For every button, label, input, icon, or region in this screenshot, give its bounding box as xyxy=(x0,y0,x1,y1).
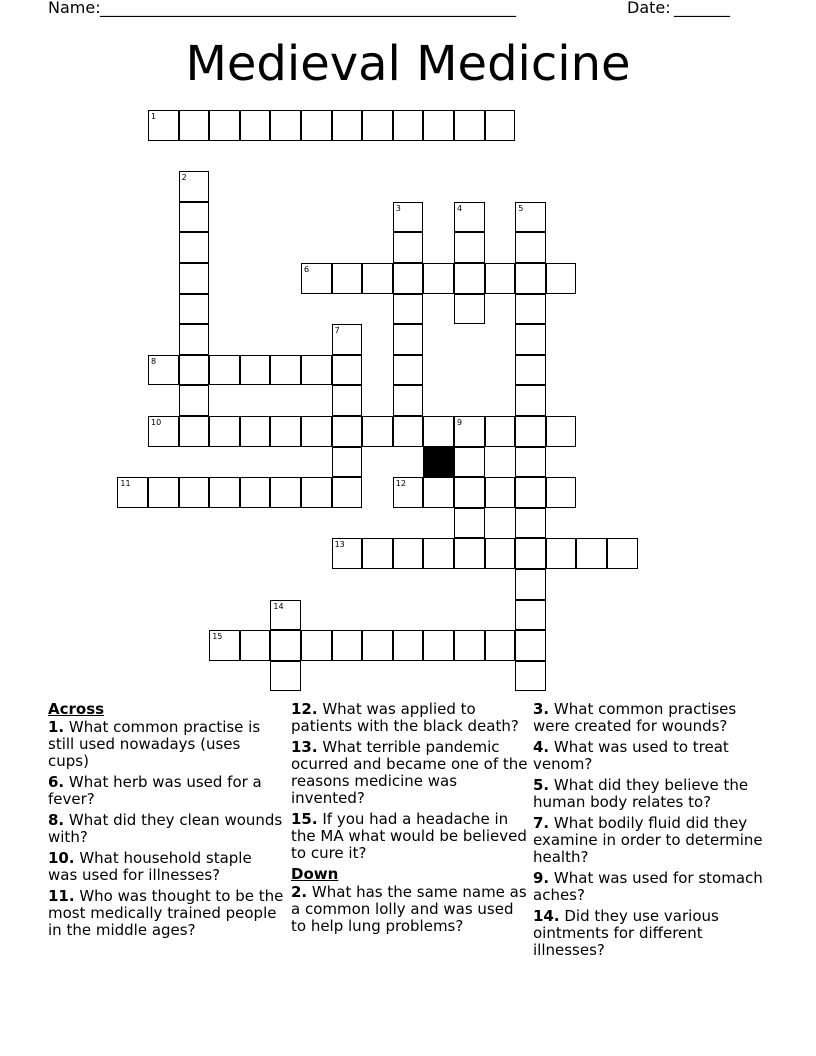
crossword-cell[interactable] xyxy=(454,416,485,447)
clue-number: 12. xyxy=(291,700,318,718)
clue-number: 14. xyxy=(533,907,560,925)
crossword-cell[interactable] xyxy=(515,385,546,416)
crossword-cell[interactable] xyxy=(148,355,179,386)
clue-column-2 xyxy=(291,701,531,939)
crossword-cell[interactable] xyxy=(393,355,424,386)
crossword-cell[interactable] xyxy=(301,477,332,508)
crossword-cell[interactable] xyxy=(209,110,240,141)
crossword-cell[interactable] xyxy=(393,294,424,325)
crossword-cell[interactable] xyxy=(240,355,271,386)
crossword-cell[interactable] xyxy=(576,538,607,569)
crossword-cell[interactable] xyxy=(454,538,485,569)
crossword-cell[interactable] xyxy=(515,600,546,631)
crossword-cell[interactable] xyxy=(332,538,363,569)
crossword-cell[interactable] xyxy=(423,110,454,141)
clue-text: What common practise is still used nowadays (uses cups) xyxy=(48,718,261,770)
crossword-cell[interactable] xyxy=(393,630,424,661)
crossword-cell[interactable] xyxy=(240,110,271,141)
crossword-cell[interactable] xyxy=(515,447,546,478)
cell-number: 14 xyxy=(273,601,284,611)
crossword-cell[interactable] xyxy=(179,110,210,141)
crossword-cell[interactable] xyxy=(454,508,485,539)
crossword-cell[interactable] xyxy=(332,447,363,478)
clue-text: What did they clean wounds with? xyxy=(48,811,283,846)
across-heading: Across xyxy=(48,700,105,718)
cell-number: 8 xyxy=(151,356,157,366)
cell-number: 15 xyxy=(212,632,223,642)
clue-down-5 xyxy=(533,777,773,811)
crossword-cell[interactable] xyxy=(515,263,546,294)
crossword-cell[interactable] xyxy=(209,416,240,447)
crossword-cell[interactable] xyxy=(179,263,210,294)
clue-number: 8. xyxy=(48,811,65,829)
crossword-cell[interactable] xyxy=(270,355,301,386)
clue-column-1 xyxy=(48,701,284,943)
name-line: ____________________________________________________ xyxy=(100,0,516,17)
crossword-cell[interactable] xyxy=(179,477,210,508)
clue-number: 9. xyxy=(533,869,550,887)
crossword-cell[interactable] xyxy=(515,569,546,600)
crossword-cell[interactable] xyxy=(607,538,638,569)
crossword-cell[interactable] xyxy=(332,477,363,508)
crossword-cell[interactable] xyxy=(179,171,210,202)
crossword-cell[interactable] xyxy=(485,263,516,294)
crossword-cell[interactable] xyxy=(332,355,363,386)
cell-number: 5 xyxy=(518,203,524,213)
clue-text: What was applied to patients with the black death? xyxy=(291,700,519,735)
crossword-cell[interactable] xyxy=(332,385,363,416)
crossword-cell[interactable] xyxy=(423,477,454,508)
cell-number: 10 xyxy=(151,418,162,427)
clue-text: What herb was used for a fever? xyxy=(48,773,262,808)
cell-number: 12 xyxy=(395,479,406,489)
crossword-cell[interactable] xyxy=(179,232,210,263)
clue-text: What was used for stomach aches? xyxy=(533,869,763,904)
crossword-cell[interactable] xyxy=(362,630,393,661)
crossword-cell[interactable] xyxy=(270,661,301,692)
date-label: Date: xyxy=(627,0,671,17)
clue-across-8 xyxy=(48,812,284,846)
clue-number: 7. xyxy=(533,814,550,832)
crossword-cell[interactable] xyxy=(454,630,485,661)
clue-down-2 xyxy=(291,884,531,935)
crossword-cell[interactable] xyxy=(454,477,485,508)
crossword-cell[interactable] xyxy=(393,202,424,233)
crossword-cell[interactable] xyxy=(209,630,240,661)
crossword-cell[interactable] xyxy=(240,416,271,447)
clue-across-10 xyxy=(48,850,284,884)
crossword-cell[interactable] xyxy=(546,263,577,294)
clue-number: 11. xyxy=(48,887,75,905)
clue-across-6 xyxy=(48,774,284,808)
clue-text: What has the same name as a common lolly and was used to help lung problems? xyxy=(291,883,527,935)
crossword-cell[interactable] xyxy=(515,508,546,539)
crossword-cell[interactable] xyxy=(393,477,424,508)
clue-number: 5. xyxy=(533,776,550,794)
date-line: _______ xyxy=(674,0,730,17)
name-label: Name: xyxy=(48,0,101,17)
clue-down-4 xyxy=(533,739,773,773)
clue-text: Did they use various ointments for different illnesses? xyxy=(533,907,719,959)
cell-number: 13 xyxy=(334,540,345,550)
clue-down-3 xyxy=(533,701,773,735)
crossword-cell[interactable] xyxy=(179,355,210,386)
clue-down-7 xyxy=(533,815,773,866)
crossword-cell[interactable] xyxy=(393,385,424,416)
crossword-cell[interactable] xyxy=(393,110,424,141)
clue-text: What did they believe the human body relates to? xyxy=(533,776,749,811)
crossword-cell[interactable] xyxy=(454,294,485,325)
clue-number: 10. xyxy=(48,849,75,867)
clue-text: What was used to treat venom? xyxy=(533,738,729,773)
crossword-cell[interactable] xyxy=(454,232,485,263)
crossword-cell[interactable] xyxy=(515,232,546,263)
crossword-cell[interactable] xyxy=(515,202,546,233)
clue-column-3 xyxy=(533,701,773,963)
crossword-cell[interactable] xyxy=(546,416,577,447)
crossword-cell[interactable] xyxy=(393,324,424,355)
clue-number: 6. xyxy=(48,773,65,791)
clue-across-13 xyxy=(291,739,531,807)
crossword-cell[interactable] xyxy=(270,416,301,447)
clue-across-11 xyxy=(48,888,284,939)
crossword-cell[interactable] xyxy=(485,538,516,569)
cell-number: 1 xyxy=(151,112,157,121)
clue-text: What common practises were created for wounds? xyxy=(533,700,737,735)
crossword-cell[interactable] xyxy=(515,630,546,661)
crossword-cell[interactable] xyxy=(485,477,516,508)
crossword-cell[interactable] xyxy=(485,416,516,447)
page-title: Medieval Medicine xyxy=(185,36,631,92)
crossword-cell[interactable] xyxy=(546,538,577,569)
crossword-cell[interactable] xyxy=(393,416,424,447)
clue-text: What household staple was used for illnesses? xyxy=(48,849,252,884)
crossword-cell[interactable] xyxy=(332,263,363,294)
crossword-cell[interactable] xyxy=(454,110,485,141)
crossword-cell[interactable] xyxy=(179,416,210,447)
crossword-cell[interactable] xyxy=(515,661,546,692)
crossword-cell[interactable] xyxy=(332,324,363,355)
crossword-cell[interactable] xyxy=(148,477,179,508)
crossword-cell[interactable] xyxy=(240,630,271,661)
crossword-cell[interactable] xyxy=(515,294,546,325)
crossword-cell[interactable] xyxy=(515,538,546,569)
crossword-cell[interactable] xyxy=(301,355,332,386)
crossword-cell[interactable] xyxy=(362,416,393,447)
crossword-cell[interactable] xyxy=(209,355,240,386)
clue-number: 13. xyxy=(291,738,318,756)
cell-number: 7 xyxy=(334,326,340,336)
clue-across-1 xyxy=(48,719,284,770)
clue-number: 3. xyxy=(533,700,550,718)
crossword-cell[interactable] xyxy=(362,263,393,294)
cell-number: 4 xyxy=(457,203,463,213)
crossword-cell[interactable] xyxy=(515,416,546,447)
clue-text: What bodily fluid did they examine in order to determine health? xyxy=(533,814,763,866)
crossword-cell[interactable] xyxy=(485,110,516,141)
crossword-cell[interactable] xyxy=(240,477,271,508)
crossword-cell[interactable] xyxy=(270,600,301,631)
clue-number: 1. xyxy=(48,718,65,736)
crossword-cell[interactable] xyxy=(148,416,179,447)
cell-number: 9 xyxy=(457,418,463,427)
crossword-cell[interactable] xyxy=(393,538,424,569)
clue-down-9 xyxy=(533,870,773,904)
crossword-cell[interactable] xyxy=(270,110,301,141)
crossword-cell[interactable] xyxy=(270,477,301,508)
clue-number: 15. xyxy=(291,810,318,828)
crossword-cell[interactable] xyxy=(332,110,363,141)
crossword-cell[interactable] xyxy=(301,110,332,141)
crossword-cell[interactable] xyxy=(179,385,210,416)
crossword-cell[interactable] xyxy=(423,630,454,661)
crossword-cell[interactable] xyxy=(485,630,516,661)
clue-number: 2. xyxy=(291,883,308,901)
clue-text: If you had a headache in the MA what would be believed to cure it? xyxy=(291,810,527,862)
crossword-cell[interactable] xyxy=(454,263,485,294)
crossword-cell[interactable] xyxy=(393,263,424,294)
crossword-cell[interactable] xyxy=(301,630,332,661)
cell-number: 3 xyxy=(395,203,401,213)
crossword-cell[interactable] xyxy=(515,477,546,508)
crossword-cell[interactable] xyxy=(515,355,546,386)
crossword-cell[interactable] xyxy=(454,202,485,233)
crossword-cell[interactable] xyxy=(209,477,240,508)
cell-number: 6 xyxy=(304,265,310,274)
crossword-cell[interactable] xyxy=(515,324,546,355)
clue-text: Who was thought to be the most medically trained people in the middle ages? xyxy=(48,887,284,939)
black-square xyxy=(423,447,454,478)
crossword-cell[interactable] xyxy=(179,324,210,355)
cell-number: 11 xyxy=(120,479,131,489)
crossword-cell[interactable] xyxy=(393,232,424,263)
crossword-cell[interactable] xyxy=(117,477,148,508)
clue-across-12 xyxy=(291,701,531,735)
crossword-cell[interactable] xyxy=(270,630,301,661)
crossword-cell[interactable] xyxy=(179,294,210,325)
crossword-cell[interactable] xyxy=(332,416,363,447)
crossword-cell[interactable] xyxy=(301,416,332,447)
crossword-cell[interactable] xyxy=(423,416,454,447)
clue-number: 4. xyxy=(533,738,550,756)
crossword-cell[interactable] xyxy=(362,110,393,141)
crossword-cell[interactable] xyxy=(423,263,454,294)
crossword-cell[interactable] xyxy=(362,538,393,569)
clue-across-15 xyxy=(291,811,531,862)
down-heading: Down xyxy=(291,865,339,883)
cell-number: 2 xyxy=(181,173,187,183)
crossword-cell[interactable] xyxy=(423,538,454,569)
crossword-cell[interactable] xyxy=(454,447,485,478)
crossword-cell[interactable] xyxy=(332,630,363,661)
crossword-cell[interactable] xyxy=(301,263,332,294)
crossword-cell[interactable] xyxy=(546,477,577,508)
clue-text: What terrible pandemic ocurred and became one of the reasons medicine was invented? xyxy=(291,738,528,807)
crossword-cell[interactable] xyxy=(179,202,210,233)
crossword-cell[interactable] xyxy=(148,110,179,141)
clue-down-14 xyxy=(533,908,773,959)
